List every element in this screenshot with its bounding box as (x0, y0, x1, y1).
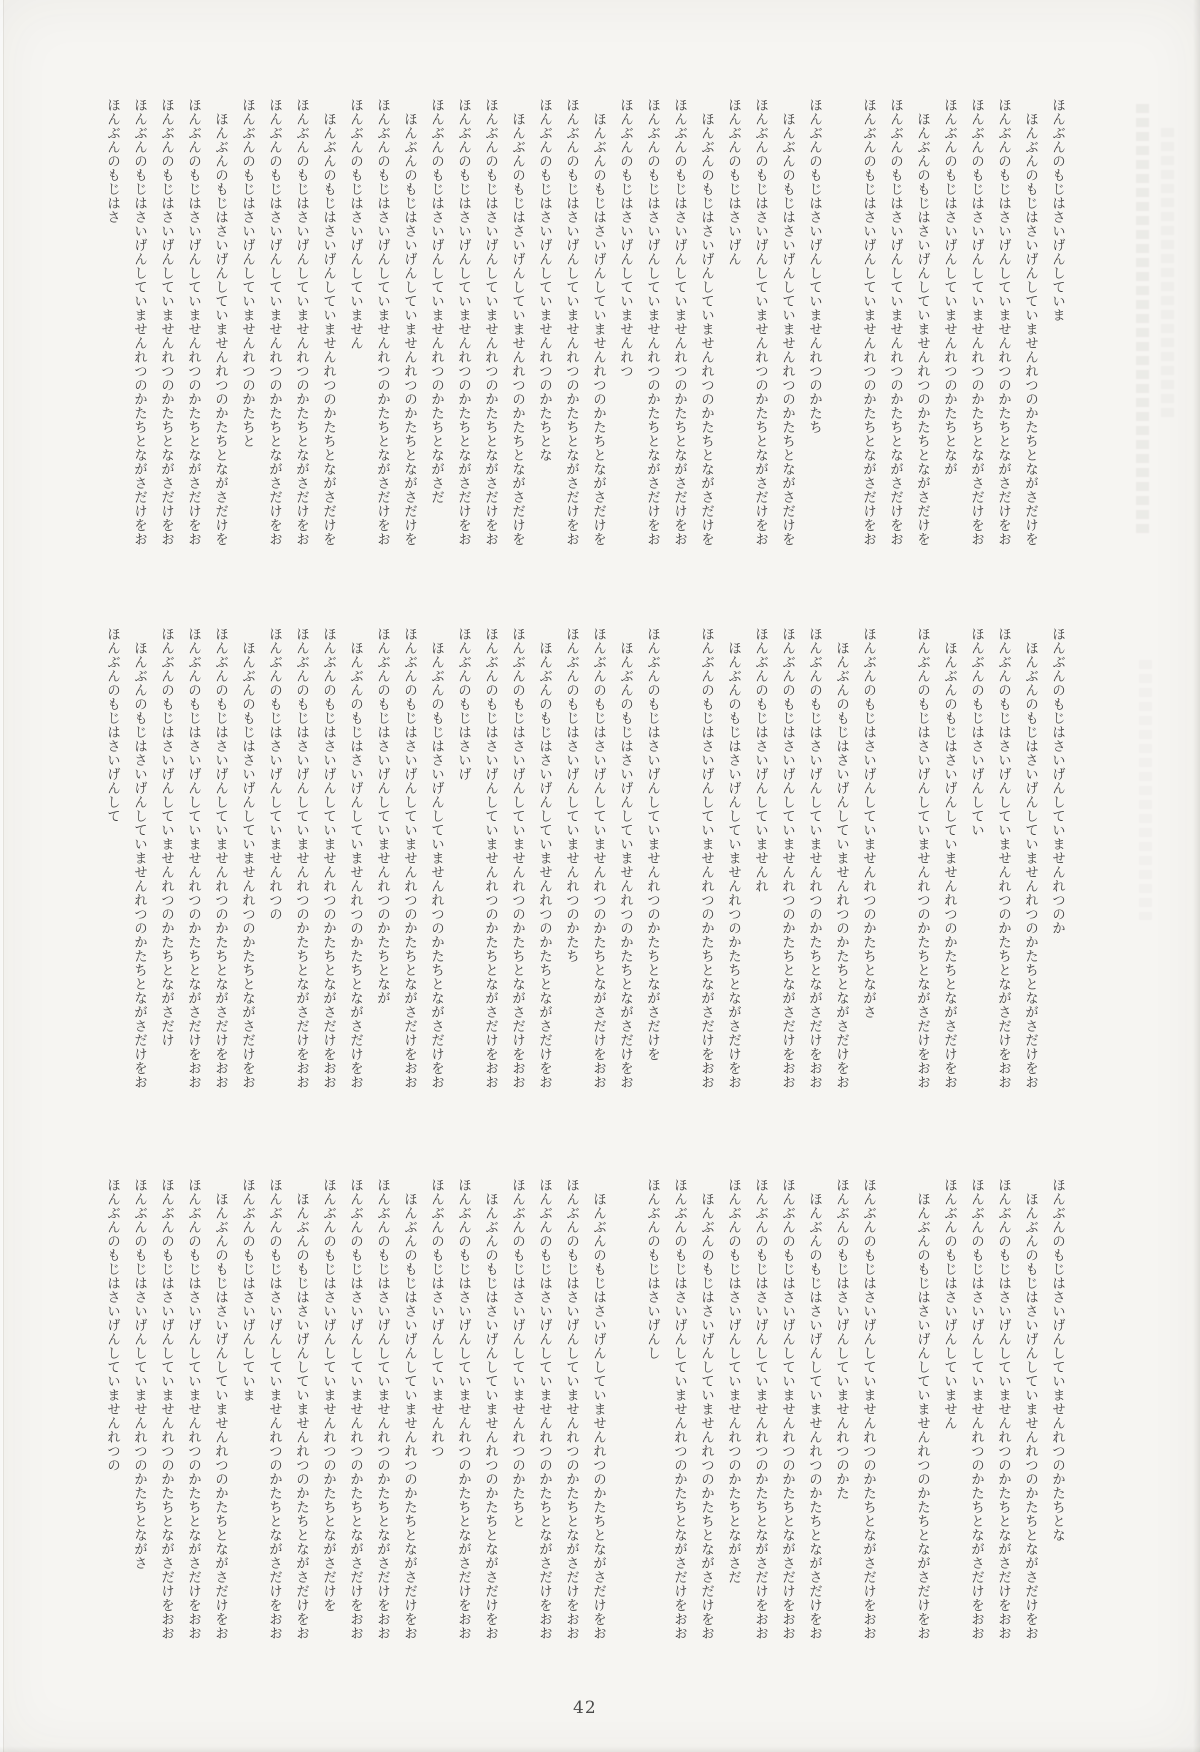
text-column: ほんぶんのもじはさいげんしていませんれつのかたちとながさだけをおお (968, 1178, 984, 1640)
text-column: ほんぶんのもじはさいげんしていませんれつのかたちとながさだけをお (1022, 1192, 1038, 1641)
text-column: ほんぶんのもじはさいげんしていませんれつのかたちとながさだけをお (995, 98, 1011, 546)
text-column: ほんぶんのもじはさいげんしていませんれつのかたちとながさだけをおお (185, 627, 201, 1089)
text-column: ほんぶんのもじはさいげんしていませんれつのかたちとながさだけをおお (509, 627, 525, 1089)
text-column: ほんぶんのもじはさいげんしていませんれつのかたちとながさだけをおお (266, 1178, 282, 1640)
text-column: ほんぶんのもじはさいげんしていませんれつのかたちとながさだけをお (644, 98, 660, 546)
text-column: ほんぶんのもじはさいげんしていませんれつのかたちとながさだけをお (401, 1192, 417, 1641)
text-column: ほんぶんのもじはさいげんしていませんれつのかたちとながさだけをお (671, 98, 687, 546)
text-column: ほんぶんのもじはさいげんしていませんれつのかたちとながさだけをおお (752, 1178, 768, 1640)
text-column: ほんぶんのもじはさいげんしていません (347, 98, 363, 350)
text-block-top (98, 98, 1070, 553)
text-column: ほんぶんのもじはさいげんして (104, 627, 120, 823)
text-column: ほんぶんのもじはさいげんしていませんれつのかたちとながさだけをおお (293, 627, 309, 1089)
text-column: ほんぶんのもじはさいげんしていませんれつのかたちとながさだけをお (833, 641, 849, 1090)
text-column: ほんぶんのもじはさいげんしていませんれつのかたちとながさだけをお (158, 98, 174, 546)
text-column: ほんぶんのもじはさいげんしていませんれつのかたちとながさだけをおお (374, 1178, 390, 1640)
text-column: ほんぶんのもじはさいげ (455, 627, 471, 781)
text-column: ほんぶんのもじはさいげんしていませんれつのかたちとながさだけをおお (995, 627, 1011, 1089)
text-column: ほんぶんのもじはさいげんしていませんれつのかたちとながさだけをおお (212, 627, 228, 1089)
text-column: ほんぶんのもじはさいげんしていませんれつのかたちとながさだけを (590, 112, 606, 547)
text-column: ほんぶんのもじはさいげんしていませんれつのかたちとながさだ (428, 98, 444, 504)
text-column: ほんぶんのもじはさいげんしていませんれつのかたちとながさだけをおお (401, 627, 417, 1089)
text-column: ほんぶんのもじはさいげんしていませんれつのかたちとながさだけをおお (995, 1178, 1011, 1640)
text-column: ほんぶんのもじはさいげんしていませんれつのか (1049, 627, 1065, 935)
text-column: ほんぶんのもじはさいげんしていませんれつのかたちとながさだけを (320, 112, 336, 547)
text-column: ほんぶんのもじはさいげんしていません (941, 1178, 957, 1430)
text-column: ほんぶんのもじはさいげんしていませんれつのかたちとながさだけをお (536, 641, 552, 1090)
text-column: ほんぶんのもじはさいげんしていませんれつのかたちとながさだけをお (212, 1192, 228, 1641)
text-column: ほんぶんのもじはさいげんしていませんれつのかたちとながさだけを (914, 112, 930, 547)
text-column: ほんぶんのもじはさいげんしていませんれつのかたちとながさ (860, 627, 876, 1019)
ink-bleed-through (1136, 104, 1149, 534)
text-column: ほんぶんのもじはさいげんしていませんれつのかたちとながさだけをお (968, 98, 984, 546)
text-column: ほんぶんのもじはさいげんしていませんれつのかたちとながさだけを (1022, 112, 1038, 547)
text-column (611, 1178, 638, 1648)
text-column: ほんぶんのもじはさいげんしていませんれつのかたち (563, 627, 579, 963)
text-column (665, 627, 692, 1101)
text-column: ほんぶんのもじはさいげんしていませんれつのかたちとながさだけを (212, 112, 228, 547)
text-block-middle (98, 627, 1070, 1101)
text-column: ほんぶんのもじはさいげんしていませんれつの (266, 627, 282, 921)
text-column: ほんぶんのもじはさいげんしていませんれつのかたちとながさだけをお (374, 98, 390, 546)
text-column: ほんぶんのもじはさいげんしていませんれつのかたちとながさだけをおお (671, 1178, 687, 1640)
text-column: ほんぶんのもじはさいげんしていませんれつのかたちとながさだけを (509, 112, 525, 547)
text-column (881, 1178, 908, 1648)
text-column: ほんぶんのもじはさいげんしていませんれつのかたちとながさだけをお (725, 641, 741, 1090)
text-column: ほんぶんのもじはさいげんしていませんれつのかたちとながさだけをおお (779, 1178, 795, 1640)
text-column: ほんぶんのもじはさいげんしていませんれつのかたちとながさだけをお (806, 1192, 822, 1641)
text-column: ほんぶんのもじはさいげんしていませんれ (752, 627, 768, 893)
text-column: ほんぶんのもじはさいげんしていませんれつのかたちとながさだけをおお (779, 627, 795, 1089)
text-column: ほんぶんのもじはさいげんしていませんれつのかたちとながさだけをおお (482, 627, 498, 1089)
text-column: ほんぶんのもじはさいげんしていませんれつのかたちとながさだけをお (482, 1192, 498, 1641)
ink-bleed-through (1139, 660, 1152, 920)
text-column: ほんぶんのもじはさいげんしていませんれつのかたちとながさだけを (401, 112, 417, 547)
text-column: ほんぶんのもじはさいげんしていませんれつのかたちとながさだけをお (131, 98, 147, 546)
text-column: ほんぶんのもじはさいげんしていませんれつのかたちとながさだけをおお (536, 1178, 552, 1640)
text-column: ほんぶんのもじはさいげんしていませんれつのかたちとながさだけを (698, 112, 714, 547)
text-block-bottom (98, 1178, 1070, 1648)
text-column: ほんぶんのもじはさいげんしていませんれつのかたちとながさだけをおお (698, 627, 714, 1089)
text-column: ほんぶんのもじはさいげんしていませんれつのかたちとながさだけを (320, 1178, 336, 1612)
text-column: ほんぶんのもじはさいげんしていませんれつのかたちとながさだけをおお (158, 1178, 174, 1640)
text-column: ほんぶんのもじはさいげんしていませんれつのかたちとながさだけをお (590, 1192, 606, 1641)
text-column: ほんぶんのもじはさいげんしていませんれつのかたちとながさだけをお (752, 98, 768, 546)
text-column: ほんぶんのもじはさいげんしていませんれつのかたちとながさだけをおお (347, 1178, 363, 1640)
text-column: ほんぶんのもじはさいげんしていませんれつのかたちとながさだけをお (617, 641, 633, 1090)
text-column: ほんぶんのもじはさいげんしていませんれつのかたちとながさだけを (779, 112, 795, 547)
text-column: ほんぶんのもじはさいげんしていませんれつのかたちとながさだけをお (698, 1192, 714, 1641)
text-column: ほんぶんのもじはさいげんしていませんれつのかたちとながさだけをお (914, 1192, 930, 1641)
text-column: ほんぶんのもじはさいげんしていませんれつのかたちとながさだけをお (1022, 641, 1038, 1090)
text-column: ほんぶんのもじはさいげんしていませんれつのかたちとながさだけ (158, 627, 174, 1047)
text-column: ほんぶんのもじはさいげんしていませんれつのかたちとながさだけをお (860, 98, 876, 546)
text-column: ほんぶんのもじはさいげんしていませんれつのかたちとながさだけをお (455, 98, 471, 546)
ink-bleed-through (1161, 128, 1174, 418)
text-column: ほんぶんのもじはさいげんしていませんれつのかたちとながさだけをお (482, 98, 498, 546)
text-column: ほんぶんのもじはさいげんしていませんれつのかたちと (509, 1178, 525, 1528)
text-column: ほんぶんのもじはさいげんしていま (1049, 98, 1065, 322)
text-column: ほんぶんのもじはさいげんしていませんれつ (428, 1178, 444, 1458)
text-column: ほんぶんのもじはさいげんしていませんれつのかたちとながさだけをお (185, 98, 201, 546)
text-column: ほんぶんのもじはさいげんしていませんれつのかた (833, 1178, 849, 1500)
text-column: ほんぶんのもじはさいげんしていませんれつのかたちとな (536, 98, 552, 462)
text-column: ほんぶんのもじはさいげんしていませんれつのかたちとながさだけをおお (860, 1178, 876, 1640)
text-column: ほんぶんのもじはさいげんしていませんれつのかたちとな (1049, 1178, 1065, 1542)
text-column: ほんぶんのもじはさいげんしていませんれつのかたちとながさだけをお (941, 641, 957, 1090)
page-number: 42 (573, 1698, 597, 1718)
page-edge-shadow-right (1193, 0, 1200, 1752)
text-column: ほんぶんのもじはさいげん (725, 98, 741, 266)
text-column: ほんぶんのもじはさいげんしていませんれつのかたちとながさだけをおお (914, 627, 930, 1089)
text-column: ほんぶんのもじはさいげんしていませんれつのかたちとながさだけをお (293, 1192, 309, 1641)
text-column: ほんぶんのもじはさいげんしていませんれつのかたちとながさだ (725, 1178, 741, 1584)
text-column: ほんぶんのもじはさいげんしていませんれつのかたちとながさ (131, 1178, 147, 1570)
text-column: ほんぶんのもじはさいげんしていませんれつのかたちとながさだけを (644, 627, 660, 1061)
text-column: ほんぶんのもじはさいげんしていませんれつのかたちとながさだけをお (266, 98, 282, 546)
text-column: ほんぶんのもじはさいげんしていませんれつの (104, 1178, 120, 1472)
text-column: ほんぶんのもじはさいげんしていませんれつのかたちとながさだけをお (563, 98, 579, 546)
text-column: ほんぶんのもじはさいげんしていませんれつのかたちとながさだけをおお (455, 1178, 471, 1640)
text-column: ほんぶんのもじはさいげんしていませんれつのかたちとながさだけをお (131, 641, 147, 1090)
text-column: ほんぶんのもじはさいげんしていませんれつのかたちとながさだけをお (887, 98, 903, 546)
text-column: ほんぶんのもじはさいげんしていませんれつのかたちとながさだけをおお (320, 627, 336, 1089)
text-column: ほんぶんのもじはさいげんしていませんれつ (617, 98, 633, 378)
text-column: ほんぶんのもじはさいげんしていませんれつのかたちと (239, 98, 255, 448)
text-column: ほんぶんのもじはさいげんしていませんれつのかたちとながさだけをお (347, 641, 363, 1090)
text-column: ほんぶんのもじはさいげんしていませんれつのかたちとながさだけをお (239, 641, 255, 1090)
text-column: ほんぶんのもじはさいげんしていませんれつのかたちとながさだけをおお (185, 1178, 201, 1640)
page-edge-left (0, 0, 4, 1752)
text-column: ほんぶんのもじはさいげんし (644, 1178, 660, 1360)
page-edge-shadow-bottom (0, 1746, 1200, 1752)
text-column: ほんぶんのもじはさいげんしていませんれつのかたちとなが (374, 627, 390, 1005)
text-column: ほんぶんのもじはさ (104, 98, 120, 224)
text-column: ほんぶんのもじはさいげんしてい (968, 627, 984, 837)
text-column (827, 98, 854, 553)
text-column: ほんぶんのもじはさいげんしていませんれつのかたちとながさだけをおお (590, 627, 606, 1089)
text-column (881, 627, 908, 1101)
text-column: ほんぶんのもじはさいげんしていま (239, 1178, 255, 1402)
text-column: ほんぶんのもじはさいげんしていませんれつのかたちとながさだけをお (293, 98, 309, 546)
text-column: ほんぶんのもじはさいげんしていませんれつのかたち (806, 98, 822, 434)
text-column: ほんぶんのもじはさいげんしていませんれつのかたちとながさだけをお (428, 641, 444, 1090)
text-column: ほんぶんのもじはさいげんしていませんれつのかたちとながさだけをおお (806, 627, 822, 1089)
text-column: ほんぶんのもじはさいげんしていませんれつのかたちとながさだけをおお (563, 1178, 579, 1640)
text-column: ほんぶんのもじはさいげんしていませんれつのかたちとなが (941, 98, 957, 476)
